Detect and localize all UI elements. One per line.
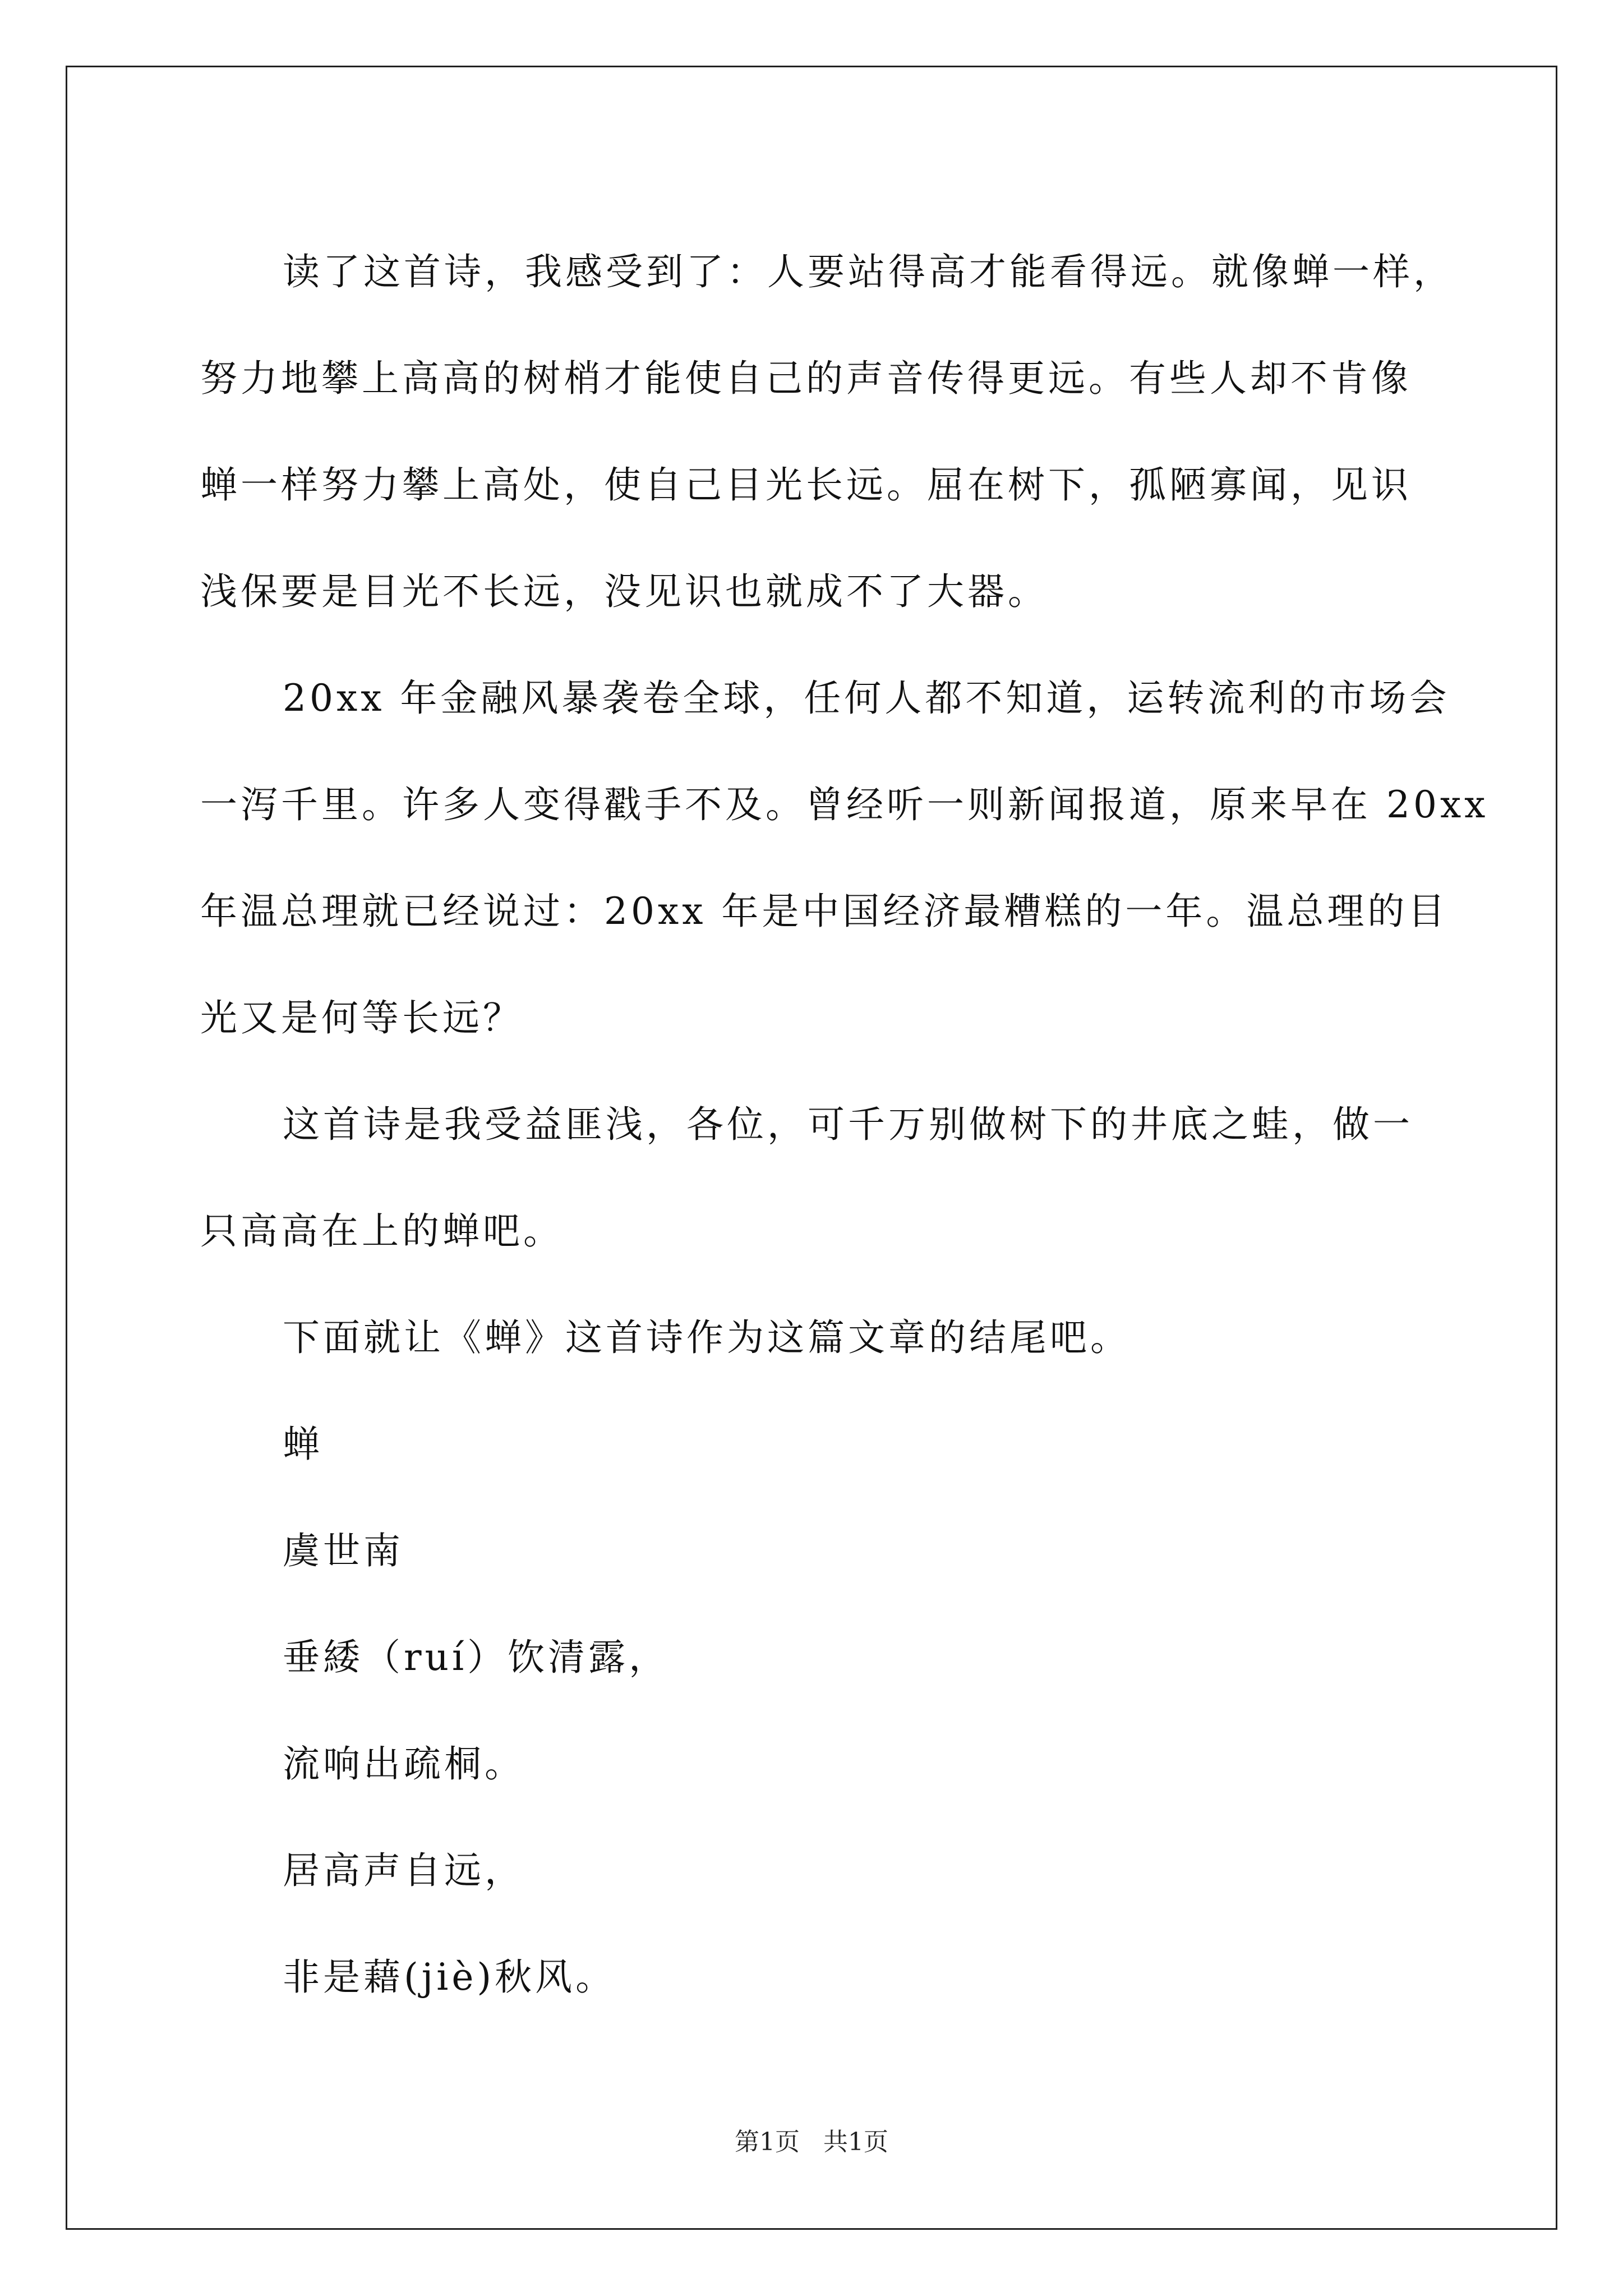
poem-line-3: 居高声自远， xyxy=(283,1849,525,1892)
paragraph-1-line-4: 浅保要是目光不长远，没见识也就成不了大器。 xyxy=(200,570,1048,613)
paragraph-1 xyxy=(200,219,1454,645)
paragraph-2-line-1: 20xx 年金融风暴袭卷全球，任何人都不知道，运转流利的市场会 xyxy=(283,677,1450,720)
paragraph-3 xyxy=(200,1071,1431,1285)
poem-author: 虞世南 xyxy=(283,1529,404,1572)
paragraph-2 xyxy=(200,645,1489,1071)
page-total: 共1页 xyxy=(823,2128,888,2156)
paragraph-2-line-4: 光又是何等长远？ xyxy=(200,996,523,1039)
poem xyxy=(200,1391,1431,2031)
page-number: 第1页 xyxy=(735,2128,800,2156)
poem-line-4: 非是藉(jiè)秋风。 xyxy=(283,1955,616,1999)
paragraph-3-line-2: 只高高在上的蝉吧。 xyxy=(200,1209,564,1253)
paragraph-3-line-1: 这首诗是我受益匪浅，各位，可千万别做树下的井底之蛙，做一 xyxy=(283,1103,1413,1146)
poem-line-1: 垂緌（ruí）饮清露， xyxy=(283,1636,670,1679)
poem-title: 蝉 xyxy=(283,1423,323,1466)
paragraph-4: 下面就让《蝉》这首诗作为这篇文章的结尾吧。 xyxy=(283,1316,1131,1359)
paragraph-2-line-3: 年温总理就已经说过：20xx 年是中国经济最糟糕的一年。温总理的目 xyxy=(200,890,1449,933)
paragraph-1-line-2: 努力地攀上高高的树梢才能使自己的声音传得更远。有些人却不肯像 xyxy=(200,357,1412,400)
paragraph-1-line-3: 蝉一样努力攀上高处，使自己目光长远。屈在树下，孤陋寡闻，见识 xyxy=(200,463,1412,507)
paragraph-2-line-2: 一泻千里。许多人变得戳手不及。曾经听一则新闻报道，原来早在 20xx xyxy=(200,783,1489,826)
document-body xyxy=(200,219,1489,2031)
poem-line-2: 流响出疏桐。 xyxy=(283,1742,525,1786)
page-footer xyxy=(0,2122,1623,2157)
paragraph-1-line-1: 读了这首诗，我感受到了：人要站得高才能看得远。就像蝉一样， xyxy=(283,250,1454,293)
